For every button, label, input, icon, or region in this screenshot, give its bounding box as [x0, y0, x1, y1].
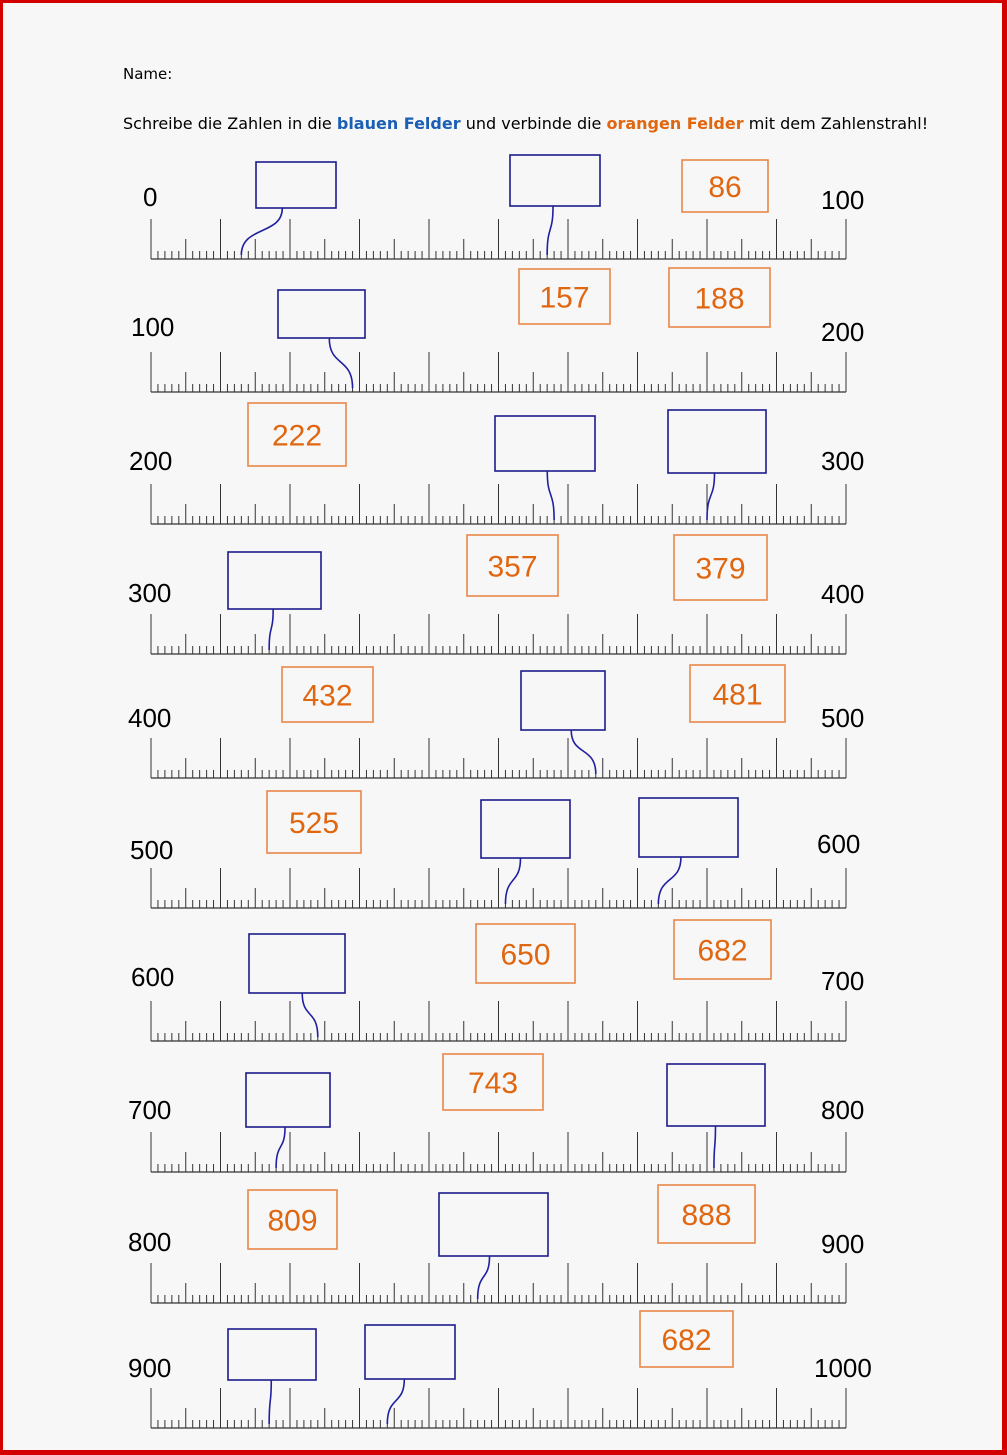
blue-box-connector [269, 609, 273, 650]
orange-box-value: 682 [661, 1324, 712, 1357]
start-label: 0 [143, 182, 158, 212]
start-label: 500 [130, 835, 174, 865]
orange-box-value: 809 [267, 1204, 318, 1238]
number-line-800-900 [128, 1185, 864, 1303]
blue-answer-box [278, 290, 365, 338]
blue-box-connector [276, 1127, 285, 1168]
blue-box-connector [269, 1380, 271, 1424]
start-label: 100 [131, 312, 175, 342]
start-label: 300 [128, 578, 172, 608]
start-label: 400 [128, 703, 172, 733]
start-label: 200 [129, 446, 173, 476]
orange-box-value: 222 [271, 419, 323, 453]
end-label: 800 [821, 1095, 865, 1125]
blue-box-connector [658, 857, 681, 904]
number-line-200-300 [129, 403, 864, 524]
name-label: Name: [123, 65, 173, 83]
end-label: 500 [821, 703, 865, 733]
instruction-part-2: und verbinde die [460, 114, 607, 133]
blue-box-connector [329, 338, 352, 388]
end-label: 1000 [814, 1353, 872, 1383]
end-label: 900 [821, 1229, 865, 1259]
blue-box-connector [714, 1126, 716, 1168]
end-label: 300 [821, 446, 865, 476]
blue-answer-box [495, 416, 595, 471]
orange-box-value: 357 [487, 550, 538, 584]
blue-answer-box [246, 1073, 330, 1127]
blue-box-connector [478, 1256, 490, 1299]
blue-answer-box [668, 410, 766, 473]
blue-box-connector [302, 993, 318, 1037]
instruction-blue-fields: blauen Felder [336, 114, 461, 133]
blue-answer-box [228, 1329, 316, 1380]
orange-box-value: 188 [694, 282, 745, 316]
instruction-orange-fields: orangen Felder [606, 114, 744, 133]
number-line-0-100 [143, 155, 864, 259]
end-label: 200 [821, 317, 865, 347]
number-line-100-200 [131, 268, 864, 392]
blue-answer-box [667, 1064, 765, 1126]
blue-box-connector [241, 208, 282, 255]
orange-box-value: 86 [708, 171, 742, 204]
blue-answer-box [439, 1193, 548, 1256]
number-lines-area [3, 3, 1002, 1450]
start-label: 800 [128, 1227, 172, 1257]
orange-box-value: 379 [695, 552, 746, 586]
blue-answer-box [510, 155, 600, 206]
end-label: 400 [821, 579, 865, 609]
blue-answer-box [249, 934, 345, 993]
start-label: 600 [131, 962, 175, 992]
blue-box-connector [707, 473, 715, 520]
start-label: 900 [128, 1353, 172, 1383]
start-label: 700 [128, 1095, 172, 1125]
instruction-part-3: mit dem Zahlenstrahl! [743, 114, 929, 133]
blue-box-connector [505, 858, 520, 904]
end-label: 100 [821, 185, 865, 215]
orange-box-value: 432 [302, 679, 353, 713]
blue-answer-box [365, 1325, 455, 1379]
number-line-900-1000 [128, 1311, 872, 1428]
blue-answer-box [256, 162, 336, 208]
orange-box-value: 157 [539, 281, 590, 315]
orange-box-value: 525 [288, 807, 340, 840]
worksheet-page [3, 3, 1002, 1450]
orange-box-value: 743 [467, 1067, 519, 1100]
number-line-600-700 [131, 920, 864, 1041]
orange-box-value: 481 [712, 678, 763, 712]
number-line-700-800 [128, 1054, 864, 1172]
orange-box-value: 650 [500, 938, 551, 972]
number-line-500-600 [130, 791, 860, 908]
blue-answer-box [521, 671, 605, 730]
blue-box-connector [571, 730, 596, 774]
blue-answer-box [481, 800, 570, 858]
blue-box-connector [547, 206, 553, 255]
orange-box-value: 888 [681, 1199, 732, 1232]
instruction-part-1: Schreibe die Zahlen in die [123, 114, 337, 133]
blue-box-connector [547, 471, 554, 520]
number-line-300-400 [128, 535, 864, 654]
end-label: 600 [817, 829, 861, 859]
orange-box-value: 682 [697, 934, 748, 968]
blue-answer-box [639, 798, 738, 857]
blue-box-connector [387, 1379, 404, 1424]
end-label: 700 [821, 966, 865, 996]
number-line-400-500 [128, 665, 864, 778]
blue-answer-box [228, 552, 321, 609]
